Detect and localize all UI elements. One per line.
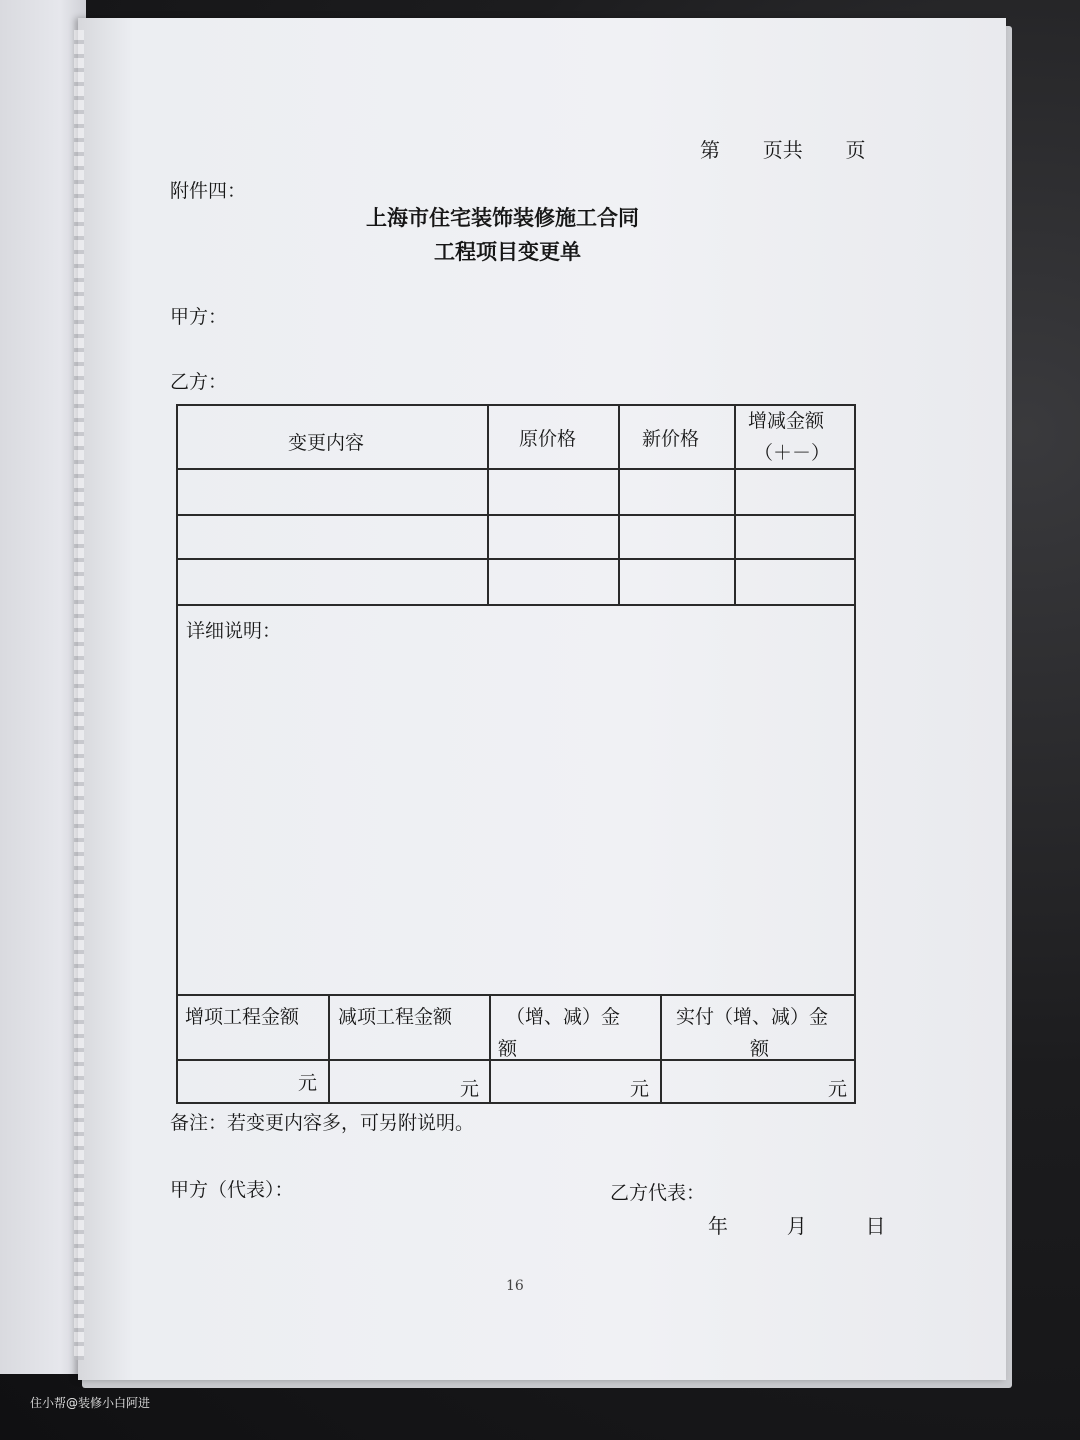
source-watermark: 住小帮@装修小白阿进: [30, 1396, 151, 1410]
party-b-representative: 乙方代表：: [610, 1182, 706, 1204]
summary-column-line: [328, 994, 330, 1104]
page-count-label: [700, 134, 865, 163]
summary-top-line: [176, 994, 856, 996]
header-original-price: 原价格: [519, 428, 577, 450]
unit-yuan: 元: [298, 1072, 318, 1094]
header-net-amount-line1: （增、减）金: [506, 1006, 621, 1028]
party-a-label: 甲方：: [170, 306, 228, 328]
summary-column-line: [489, 994, 491, 1104]
change-form-table: [176, 404, 856, 1104]
header-row-line: [176, 468, 856, 470]
header-plus-minus: （＋－）: [754, 442, 831, 464]
row-line: [176, 604, 856, 606]
contract-title: 上海市住宅装饰装修施工合同: [366, 206, 639, 230]
header-change-content: 变更内容: [288, 432, 365, 454]
party-a-representative: 甲方（代表）：: [170, 1179, 294, 1201]
summary-column-line: [660, 994, 662, 1104]
column-line: [734, 404, 736, 604]
date-day: 日: [865, 1214, 886, 1238]
page-label-yegong: 页共: [762, 138, 803, 162]
header-actual-paid-line1: 实付（增、减）金: [676, 1006, 829, 1028]
header-added-amount: 增项工程金额: [185, 1006, 300, 1028]
header-new-price: 新价格: [642, 428, 700, 450]
header-change-amount: 增减金额: [748, 410, 825, 432]
table-border-left: [176, 404, 178, 1104]
row-line: [176, 514, 856, 516]
unit-yuan: 元: [630, 1078, 650, 1100]
page-label-di: 第: [700, 138, 720, 162]
form-title: 工程项目变更单: [434, 240, 581, 264]
details-label: 详细说明：: [186, 620, 282, 642]
unit-yuan: 元: [828, 1078, 848, 1100]
page-number: 16: [506, 1278, 524, 1294]
date-month: 月: [786, 1214, 807, 1238]
table-border-bottom: [176, 1102, 856, 1104]
binding-spine: [74, 30, 84, 1360]
attachment-label: 附件四：: [170, 180, 247, 202]
column-line: [618, 404, 620, 604]
header-net-amount-line2: 额: [498, 1038, 518, 1060]
date-year: 年: [708, 1214, 728, 1238]
party-b-label: 乙方：: [170, 371, 228, 393]
row-line: [176, 558, 856, 560]
table-border-right: [854, 404, 856, 1104]
header-reduced-amount: 减项工程金额: [338, 1006, 453, 1028]
signature-date: [708, 1210, 885, 1239]
page-label-ye: 页: [845, 138, 866, 162]
column-line: [487, 404, 489, 604]
header-actual-paid-line2: 额: [750, 1038, 770, 1060]
remark-note: 备注：若变更内容多，可另附说明。: [170, 1112, 475, 1134]
unit-yuan: 元: [460, 1078, 480, 1100]
